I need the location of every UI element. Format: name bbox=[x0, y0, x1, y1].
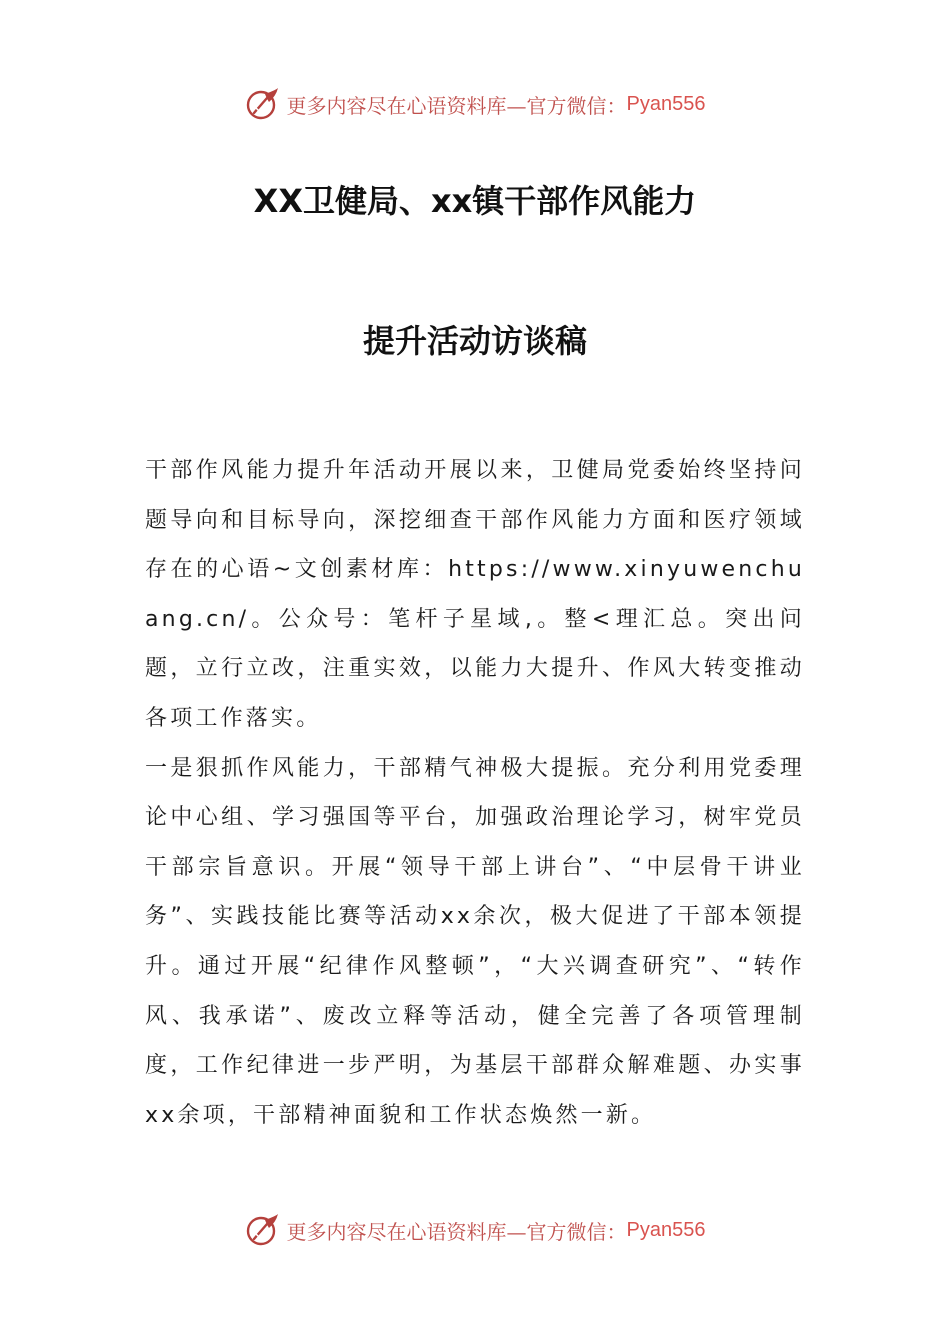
document-title-line-2: 提升活动访谈稿 bbox=[362, 322, 587, 360]
paragraph-point-one: 一是狠抓作风能力，干部精气神极大提振。充分利用党委理论中心组、学习强国等平台，加强政治理论学习，树牢党员干部宗旨意识。开展“领导干部上讲台”、“中层骨干讲业务”、实践技能比赛等活动xx余次，极大促进了干部本领提升。通过开展“纪律作风整顿”，“大兴调查研究”、“转作风、我承诺”、废改立释等活动，健全完善了各项管理制度，工作纪律进一步严明，为基层干部群众解难题、办实事xx余项，干部精神面貌和工作状态焕然一新。 bbox=[145, 755, 805, 1128]
quill-logo-icon bbox=[245, 1212, 281, 1248]
wechat-id: Pyan556 bbox=[626, 1218, 706, 1241]
header-banner bbox=[0, 82, 950, 126]
banner-text: 更多内容尽在心语资料库—官方微信： bbox=[286, 1219, 627, 1244]
document-title-line-1: XX卫健局、xx镇干部作风能力 bbox=[253, 182, 697, 220]
wechat-id: Pyan556 bbox=[626, 92, 706, 115]
document-body bbox=[145, 446, 805, 1140]
quill-logo-icon bbox=[245, 86, 281, 122]
footer-banner bbox=[0, 1208, 950, 1252]
paragraph-intro: 干部作风能力提升年活动开展以来，卫健局党委始终坚持问题导向和目标导向，深挖细查干部作风能力方面和医疗领域存在的心语~文创素材库：https://www.xinyuwenchuang.cn/。公众号：笔杆子星域,。整<理汇总。突出问题，立行立改，注重实效，以能力大提升、作风大转变推动各项工作落实。 bbox=[145, 458, 805, 731]
banner-text: 更多内容尽在心语资料库—官方微信： bbox=[286, 93, 627, 118]
